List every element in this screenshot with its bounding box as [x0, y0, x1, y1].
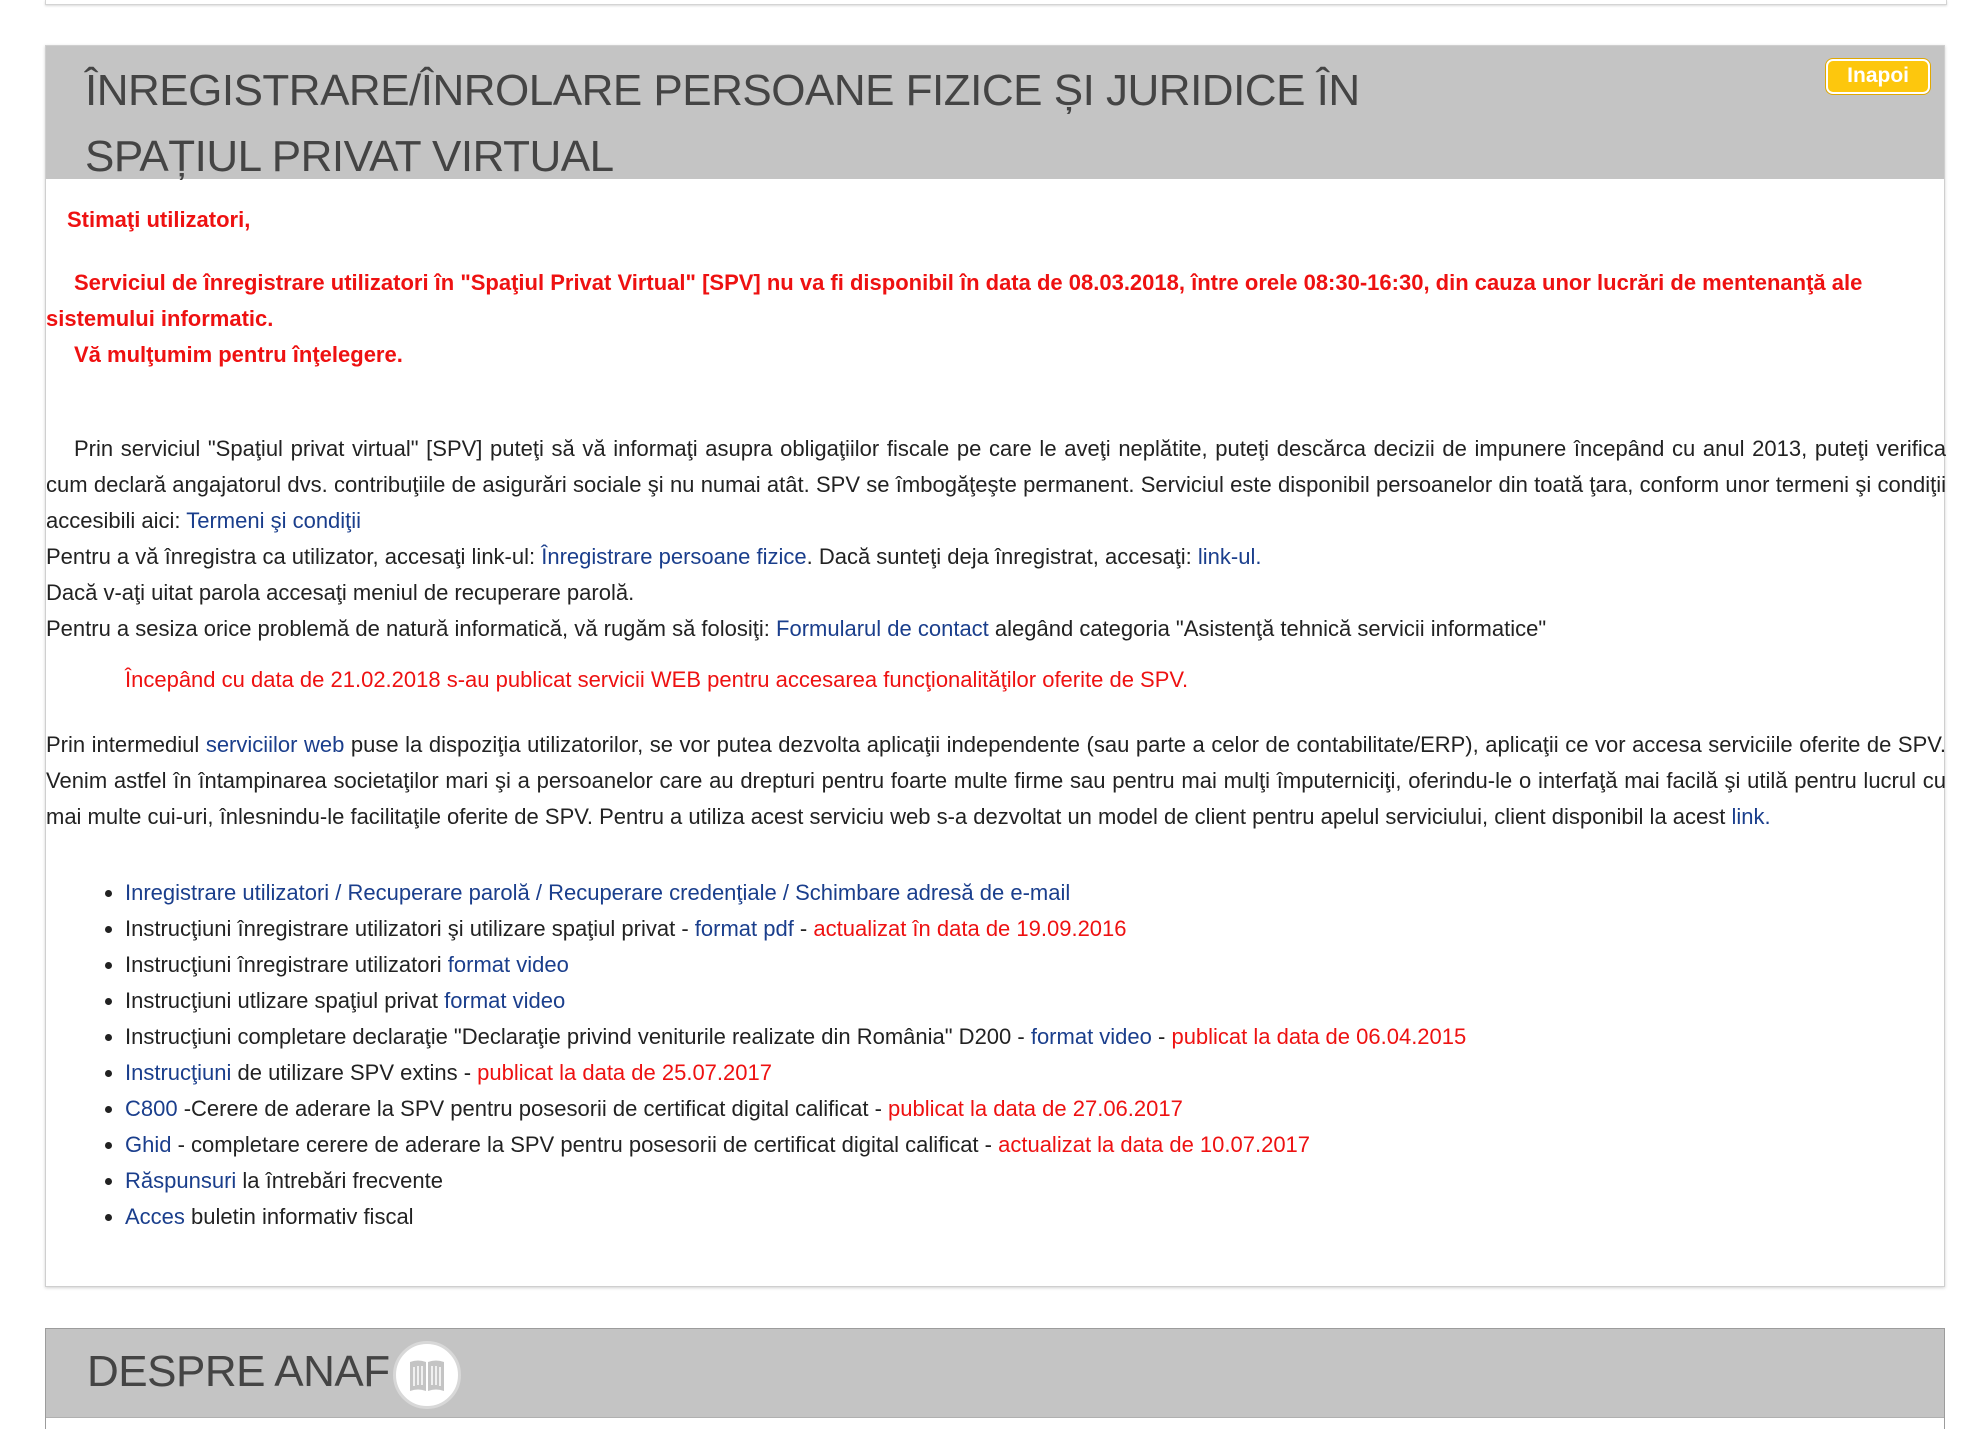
list-item-text: Instrucţiuni utlizare spaţiul privat — [125, 988, 445, 1013]
list-item — [125, 983, 1466, 1019]
list-item — [125, 875, 1466, 911]
updated-date: actualizat la data de 10.07.2017 — [998, 1132, 1311, 1157]
intro-text: Prin serviciul "Spaţiul privat virtual" [SPV] puteţi să vă informaţi asupra obligaţiilor fiscale pe care le aveţi neplătite, puteţi descărca decizii de impunere începând cu anul 2013, puteţi verifica cum declară angajatorul dvs. contribuţiile de asigurări sociale şi nu numai atât. SPV se îmbogăţeşte permanent. Serviciul este disponibil persoanelor din toată ţara, conform unor termeni şi condiţii accesibili aici: — [46, 436, 1946, 533]
panel-header — [46, 46, 1944, 179]
password-paragraph: Dacă v-aţi uitat parola accesaţi meniul de recuperare parolă. — [46, 580, 635, 605]
list-item-text: de utilizare SPV extins - — [231, 1060, 478, 1085]
terms-link[interactable]: Termeni şi condiţii — [186, 508, 362, 533]
maintenance-notice — [46, 265, 1926, 373]
published-date: publicat la data de 27.06.2017 — [888, 1096, 1183, 1121]
extended-spv-instructions-link[interactable]: Instrucţiuni — [125, 1060, 232, 1085]
list-item-text: Instrucţiuni înregistrare utilizatori şi utilizare spaţiul privat - — [125, 916, 695, 941]
list-item-text: la întrebări frecvente — [236, 1168, 443, 1193]
web-services-link[interactable]: serviciilor web — [205, 732, 345, 757]
published-date: publicat la data de 25.07.2017 — [477, 1060, 772, 1085]
web-body-text: puse la dispoziţia utilizatorilor, se vor putea dezvolta aplicaţii independente (sau parte a celor de contabilitate/ERP), aplicaţii ce vor accesa serviciile oferite de SPV. Venim astfel în întampinarea societaţilor mari şi a persoanelor care au drepturi pentru foarte multe firme sau pentru mai mulţi împuterniciţi, oferindu-le o interfaţă mai facilă şi utilă pentru lucrul cu mai multe cui-uri, înlesnindu-le facilitaţile oferite de SPV. Pentru a utiliza acest serviciu web s-a dezvoltat un model de client pentru apelul serviciului, client disponibil la acest — [46, 732, 1947, 829]
pdf-instructions-link[interactable]: format pdf — [694, 916, 794, 941]
updated-date: actualizat în data de 19.09.2016 — [813, 916, 1127, 941]
fiscal-bulletin-link[interactable]: Acces — [125, 1204, 185, 1229]
register-paragraph — [46, 539, 1946, 575]
client-model-link[interactable]: link. — [1731, 804, 1771, 829]
list-item-text: -Cerere de aderare la SPV pentru posesorii de certificat digital calificat - — [177, 1096, 889, 1121]
despre-anaf-title: DESPRE ANAF — [87, 1347, 390, 1396]
list-item — [125, 1163, 1466, 1199]
list-item — [125, 1199, 1466, 1235]
intro-paragraph — [46, 431, 1946, 539]
register-individuals-link[interactable]: Înregistrare persoane fizice — [541, 544, 807, 569]
back-button[interactable]: Inapoi — [1826, 59, 1930, 94]
d200-video-link[interactable]: format video — [1030, 1024, 1152, 1049]
register-mid-text: . Dacă sunteţi deja înregistrat, accesaţi: — [806, 544, 1198, 569]
faq-link[interactable]: Răspunsuri — [125, 1168, 237, 1193]
notice-greeting: Stimaţi utilizatori, — [67, 207, 251, 232]
list-item — [125, 947, 1466, 983]
list-item — [125, 1127, 1466, 1163]
intro-section — [46, 431, 1946, 647]
contact-text: Pentru a sesiza orice problemă de natură informatică, vă rugăm să folosiţi: — [46, 616, 777, 641]
list-item-sep: - — [1151, 1024, 1172, 1049]
contact-tail-text: alegând categoria "Asistenţă tehnică servicii informatice" — [988, 616, 1547, 641]
notice-thanks — [46, 337, 1926, 373]
page-title: ÎNREGISTRARE/ÎNROLARE PERSOANE FIZICE ȘI JURIDICE ÎN SPAȚIUL PRIVAT VIRTUAL — [85, 66, 1360, 181]
published-date: publicat la data de 06.04.2015 — [1171, 1024, 1467, 1049]
login-link[interactable]: link-ul. — [1197, 544, 1262, 569]
notice-thanks-text: Vă mulţumim pentru înţelegere. — [74, 342, 403, 367]
list-item-text: Instrucţiuni înregistrare utilizatori — [125, 952, 448, 977]
web-pre-text: Prin intermediul — [46, 732, 206, 757]
contact-paragraph — [46, 611, 1946, 647]
list-item-text: - completare cerere de aderare la SPV pentru posesorii de certificat digital calificat - — [171, 1132, 999, 1157]
notice-message-text: Serviciul de înregistrare utilizatori în "Spaţiul Privat Virtual" [SPV] nu va fi disponibil în data de 08.03.2018, între orele 08:30-16:30, din cauza unor lucrări de mentenanţă ale sistemului informatic. — [46, 270, 1863, 331]
web-services-paragraph — [46, 727, 1946, 835]
list-item — [125, 1091, 1466, 1127]
spv-panel — [45, 45, 1945, 1287]
list-item-sep: - — [793, 916, 814, 941]
contact-form-link[interactable]: Formularul de contact — [776, 616, 989, 641]
user-registration-link[interactable]: Inregistrare utilizatori / Recuperare parolă / Recuperare credenţiale / Schimbare adresă de e-mail — [125, 880, 1071, 905]
list-item — [125, 1019, 1466, 1055]
list-item — [125, 911, 1466, 947]
previous-panel-edge — [45, 0, 1947, 5]
list-item-text: Instrucţiuni completare declaraţie "Declaraţie privind veniturile realizate din România" D200 - — [125, 1024, 1031, 1049]
guide-link[interactable]: Ghid — [125, 1132, 172, 1157]
list-item — [125, 1055, 1466, 1091]
register-text: Pentru a vă înregistra ca utilizator, accesaţi link-ul: — [46, 544, 542, 569]
resource-list — [46, 875, 1466, 1235]
notice-message — [46, 265, 1926, 337]
registration-video-link[interactable]: format video — [447, 952, 569, 977]
list-item-text: buletin informativ fiscal — [184, 1204, 414, 1229]
book-icon — [393, 1341, 461, 1409]
despre-anaf-panel — [45, 1328, 1945, 1429]
despre-anaf-header — [46, 1329, 1944, 1418]
web-services-notice: Începând cu data de 21.02.2018 s-au publicat servicii WEB pentru accesarea funcţionalităţilor oferite de SPV. — [125, 667, 1189, 692]
usage-video-link[interactable]: format video — [444, 988, 566, 1013]
c800-link[interactable]: C800 — [125, 1096, 178, 1121]
